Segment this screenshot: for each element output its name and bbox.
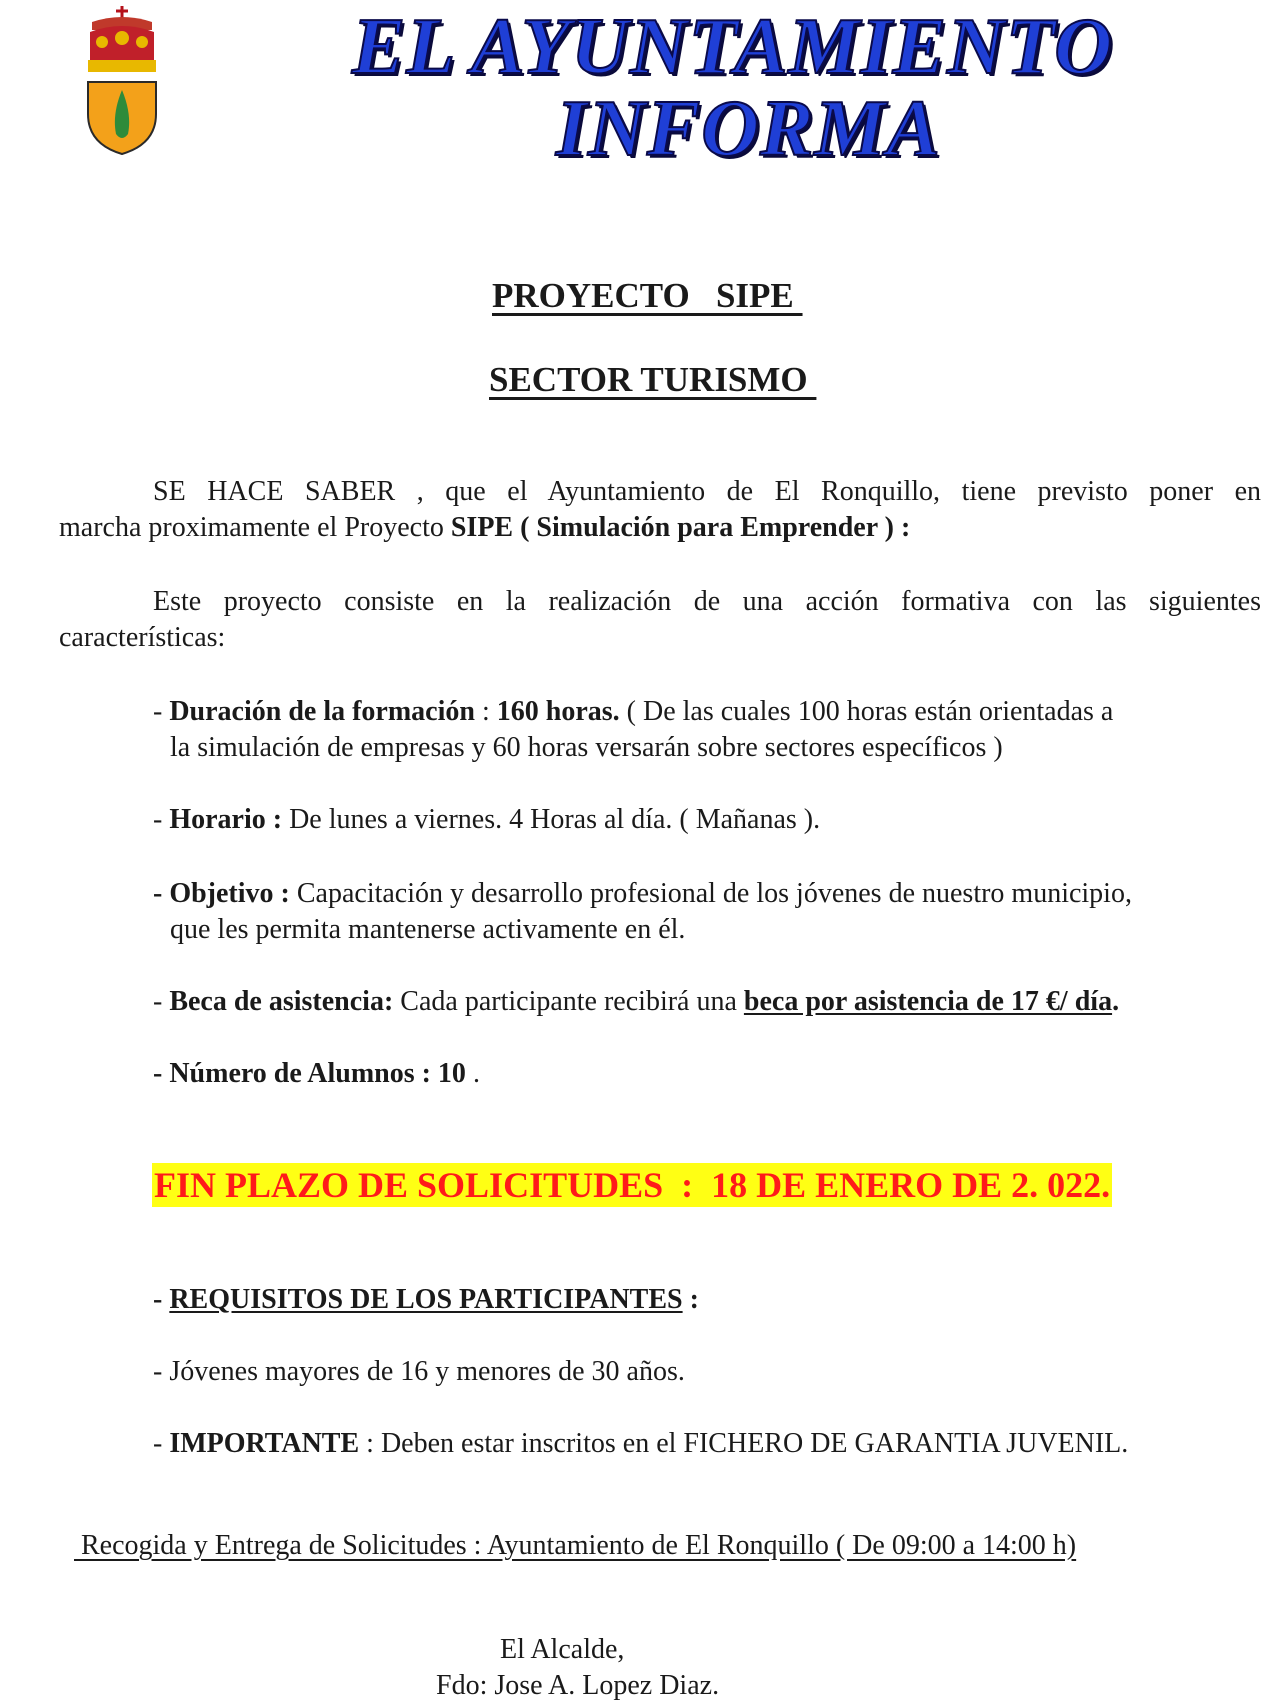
requirements-prefix: - — [153, 1284, 170, 1315]
objective-line-2: que les permita mantenerse activamente en él. — [170, 914, 686, 945]
objective-label: - Objetivo : — [153, 878, 290, 909]
project-description-line-1: Este proyecto consiste en la realización de una acción formativa con las siguientes — [153, 586, 1261, 617]
duration-detail-line-2: la simulación de empresas y 60 horas versarán sobre sectores específicos ) — [170, 732, 1003, 763]
intro-line-2-text: marcha proximamente el Proyecto — [59, 512, 451, 543]
requirements-heading: REQUISITOS DE LOS PARTICIPANTES — [169, 1284, 683, 1315]
important-label: IMPORTANTE — [169, 1428, 360, 1459]
deadline-banner: FIN PLAZO DE SOLICITUDES : 18 DE ENERO DE 2. 022. — [154, 1165, 1111, 1205]
age-requirement: - Jóvenes mayores de 16 y menores de 30 años. — [153, 1356, 685, 1387]
students-item — [153, 1056, 480, 1092]
duration-separator: : — [474, 696, 497, 727]
duration-value: 160 horas. — [496, 696, 620, 727]
grant-end: . — [1112, 986, 1120, 1017]
schedule-value: De lunes a viernes. 4 Horas al día. ( Mañanas ). — [282, 804, 821, 835]
duration-detail: ( De las cuales 100 horas están orientadas a — [619, 696, 1114, 727]
sector-heading: SECTOR TURISMO — [489, 360, 817, 399]
duration-item: - Duración de la formación : 160 horas. ( De las cuales 100 horas están orientadas a — [153, 696, 1114, 727]
important-note: - IMPORTANTE : Deben estar inscritos en el FICHERO DE GARANTIA JUVENIL. — [153, 1428, 1129, 1459]
grant-label: Beca de asistencia: — [169, 986, 394, 1017]
project-heading: PROYECTO SIPE — [492, 276, 803, 315]
pickup-info: Recogida y Entrega de Solicitudes : Ayuntamiento de El Ronquillo ( De 09:00 a 14:00 h) — [74, 1530, 1077, 1561]
coat-of-arms-icon — [82, 2, 162, 158]
duration-label: Duración de la formación — [169, 696, 475, 727]
schedule-item: - Horario : De lunes a viernes. 4 Horas al día. ( Mañanas ). — [153, 804, 821, 835]
important-text: : Deben estar inscritos en el FICHERO DE GARANTIA JUVENIL. — [359, 1428, 1129, 1459]
grant-amount: beca por asistencia de 17 €/ día — [743, 986, 1113, 1017]
requirements-suffix: : — [682, 1284, 699, 1315]
signature-name: Fdo: Jose A. Lopez Diaz. — [436, 1670, 720, 1701]
sipe-name: SIPE ( Simulación para Emprender ) : — [450, 512, 911, 543]
schedule-label: Horario : — [169, 804, 283, 835]
project-description-line-2: características: — [59, 622, 226, 653]
objective-item — [153, 876, 1132, 912]
signature-role: El Alcalde, — [500, 1634, 625, 1665]
intro-line-1: SE HACE SABER , que el Ayuntamiento de El Ronquillo, tiene previsto poner en — [153, 476, 1261, 507]
grant-item: - Beca de asistencia: Cada participante recibirá una beca por asistencia de 17 €/ día. — [153, 986, 1120, 1017]
students-label: - Número de Alumnos : 10 — [153, 1058, 466, 1089]
title-line-1: EL AYUNTAMIENTO — [352, 3, 1114, 91]
intro-line-2 — [59, 510, 910, 546]
objective-value: Capacitación y desarrollo profesional de los jóvenes de nuestro municipio, — [289, 878, 1132, 909]
requirements-title — [153, 1282, 699, 1318]
grant-text: Cada participante recibirá una — [393, 986, 744, 1017]
students-end: . — [465, 1058, 480, 1089]
title-line-2: INFORMA — [556, 85, 941, 173]
